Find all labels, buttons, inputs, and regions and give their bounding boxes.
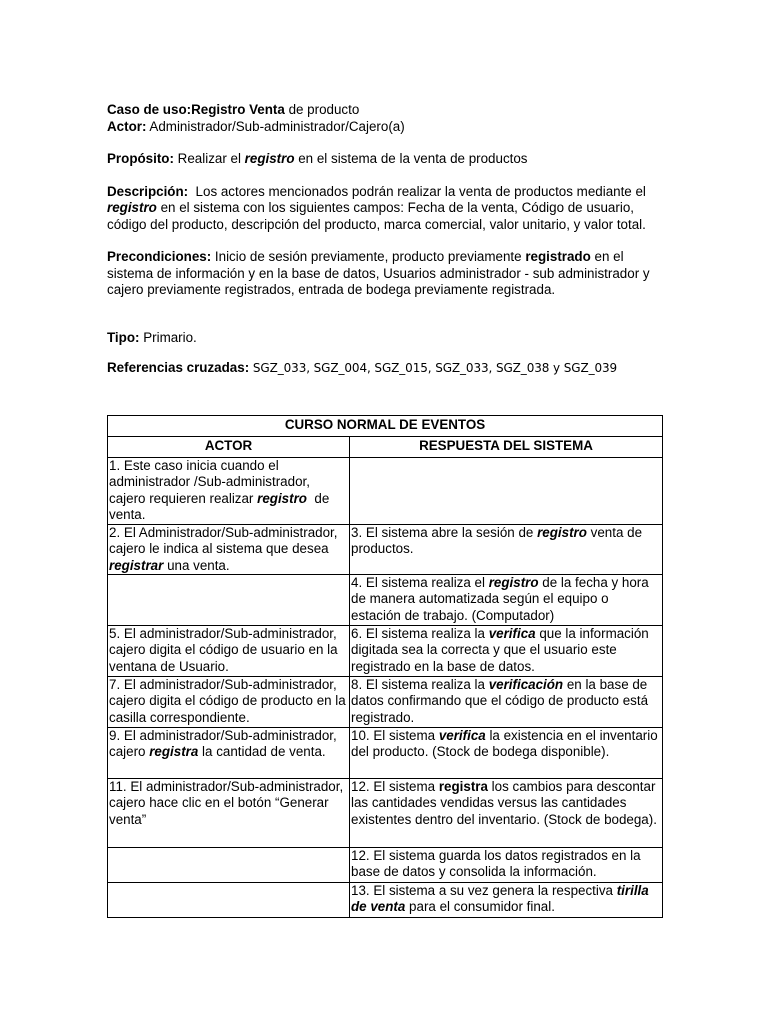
actor-cell	[108, 575, 350, 626]
cell-text: 3. El sistema abre la sesión de	[351, 525, 538, 540]
system-cell	[350, 525, 663, 575]
description-text-b: en el sistema con los siguientes campos: Fecha de la venta, Código de usuario, código del producto, descripción del producto, marca comercial, valor unitario, y valor total.	[107, 200, 646, 232]
cell-text: de venta.	[109, 490, 334, 522]
cell-text: 2. El Administrador/Sub-administrador, cajero le indica al sistema que desea	[109, 525, 338, 557]
table-row	[108, 575, 663, 626]
system-cell	[350, 728, 663, 779]
actor-cell: 11. El administrador/Sub-administrador, cajero hace clic en el botón “Generar venta”	[108, 779, 350, 848]
description-paragraph	[107, 184, 663, 234]
table-title-row	[108, 416, 663, 437]
column-header-system: RESPUESTA DEL SISTEMA	[350, 437, 663, 458]
actor-cell: 7. El administrador/Sub-administrador, cajero digita el código de producto en la casilla correspondiente.	[108, 677, 350, 728]
actor-cell: 5. El administrador/Sub-administrador, cajero digita el código de usuario en la ventana de Usuario.	[108, 626, 350, 677]
table-row	[108, 458, 663, 525]
use-case-name-rest: de producto	[284, 102, 360, 117]
cell-text: 4. El sistema realiza el	[351, 575, 489, 590]
preconditions-text-b: en el sistema de información y en la base de datos, Usuarios administrador - sub administrador y cajero previamente registrados, entrada de bodega previamente registrada.	[107, 249, 650, 297]
cross-references-line	[107, 360, 663, 377]
system-cell	[350, 883, 663, 918]
type-value: Primario.	[139, 329, 197, 345]
cell-text: que la información digitada sea la correcta y que el usuario este registrado en la base de datos.	[351, 626, 649, 674]
column-header-actor: ACTOR	[108, 437, 350, 458]
system-cell: 12. El sistema guarda los datos registrados en la base de datos y consolida la información.	[350, 848, 663, 883]
cell-bold: registra	[438, 779, 488, 794]
cell-text: 10. El sistema	[351, 728, 439, 743]
cell-text: para el consumidor final.	[405, 899, 555, 915]
actor-cell	[108, 458, 350, 525]
actor-cell	[108, 525, 350, 575]
system-cell	[350, 458, 663, 525]
cell-text: 1. Este caso inicia cuando el administrador /Sub-administrador, cajero requieren realizar	[109, 458, 310, 506]
cell-text: 8. El sistema realiza la	[351, 677, 489, 692]
use-case-label: Caso de uso:	[107, 102, 192, 117]
description-text-a: Los actores mencionados podrán realizar la venta de productos mediante el	[188, 183, 650, 199]
cross-references-label: Referencias cruzadas:	[107, 360, 250, 375]
table-row	[108, 626, 663, 677]
preconditions-text-a: Inicio de sesión previamente, producto previamente	[211, 249, 526, 264]
cell-text: 13. El sistema a su vez genera la respectiva	[351, 883, 617, 898]
actor-cell	[108, 848, 350, 883]
table-row	[108, 883, 663, 918]
system-cell	[350, 779, 663, 848]
table-title: CURSO NORMAL DE EVENTOS	[108, 416, 663, 437]
preconditions-bold: registrado	[525, 249, 591, 264]
cell-text: la cantidad de venta.	[198, 744, 326, 760]
actor-cell	[108, 728, 350, 779]
cell-emphasis: registro	[488, 575, 539, 590]
use-case-title	[107, 102, 663, 119]
cell-text: 6. El sistema realiza la	[351, 626, 489, 641]
cross-references-value: SGZ_033, SGZ_004, SGZ_015, SGZ_033, SGZ_038 y SGZ_039	[249, 361, 618, 375]
cell-text: en la base de datos confirmando que el código de producto está registrado.	[351, 677, 649, 725]
cell-text: los cambios para descontar las cantidades vendidas versus las cantidades existentes dentro del inventario. (Stock de bodega).	[351, 779, 657, 827]
actor-value: Administrador/Sub-administrador/Cajero(a)	[146, 118, 405, 134]
actor-line	[107, 119, 663, 136]
cell-emphasis: registrar	[109, 557, 164, 573]
purpose-emphasis: registro	[244, 151, 295, 166]
cell-emphasis: verifica	[438, 728, 486, 743]
system-cell	[350, 626, 663, 677]
purpose-line	[107, 151, 663, 168]
cell-emphasis: registra	[149, 744, 199, 760]
preconditions-label: Precondiciones:	[107, 249, 212, 264]
table-row	[108, 848, 663, 883]
actor-cell	[108, 883, 350, 918]
events-table	[107, 415, 663, 918]
type-label: Tipo:	[107, 329, 140, 345]
use-case-name: Registro Venta	[191, 102, 285, 117]
document-body	[107, 102, 663, 377]
table-header-row	[108, 437, 663, 458]
table-row	[108, 779, 663, 848]
table-row	[108, 525, 663, 575]
cell-emphasis: tirilla de venta	[351, 883, 649, 915]
preconditions-paragraph	[107, 249, 663, 299]
system-cell	[350, 677, 663, 728]
cell-emphasis: verifica	[488, 626, 536, 641]
system-cell	[350, 575, 663, 626]
description-label: Descripción:	[107, 183, 189, 199]
description-emphasis: registro	[107, 200, 157, 215]
purpose-text-b: en el sistema de la venta de productos	[294, 151, 528, 166]
cell-text: de la fecha y hora de manera automatizada según el equipo o estación de trabajo. (Computador)	[351, 575, 649, 623]
cell-text: la existencia en el inventario del producto. (Stock de bodega disponible).	[351, 728, 658, 760]
purpose-text-a: Realizar el	[173, 151, 245, 166]
cell-emphasis: registro	[257, 490, 307, 506]
cell-text: 9. El administrador/Sub-administrador, cajero	[109, 728, 337, 760]
purpose-label: Propósito:	[107, 151, 174, 166]
cell-emphasis: verificación	[488, 677, 564, 692]
cell-text: 12. El sistema	[351, 779, 439, 794]
cell-text: venta de productos.	[351, 525, 643, 557]
cell-text: una venta.	[163, 557, 230, 573]
type-line	[107, 330, 663, 347]
cell-emphasis: registro	[537, 525, 587, 540]
table-row	[108, 677, 663, 728]
actor-label: Actor:	[107, 118, 147, 134]
table-row	[108, 728, 663, 779]
